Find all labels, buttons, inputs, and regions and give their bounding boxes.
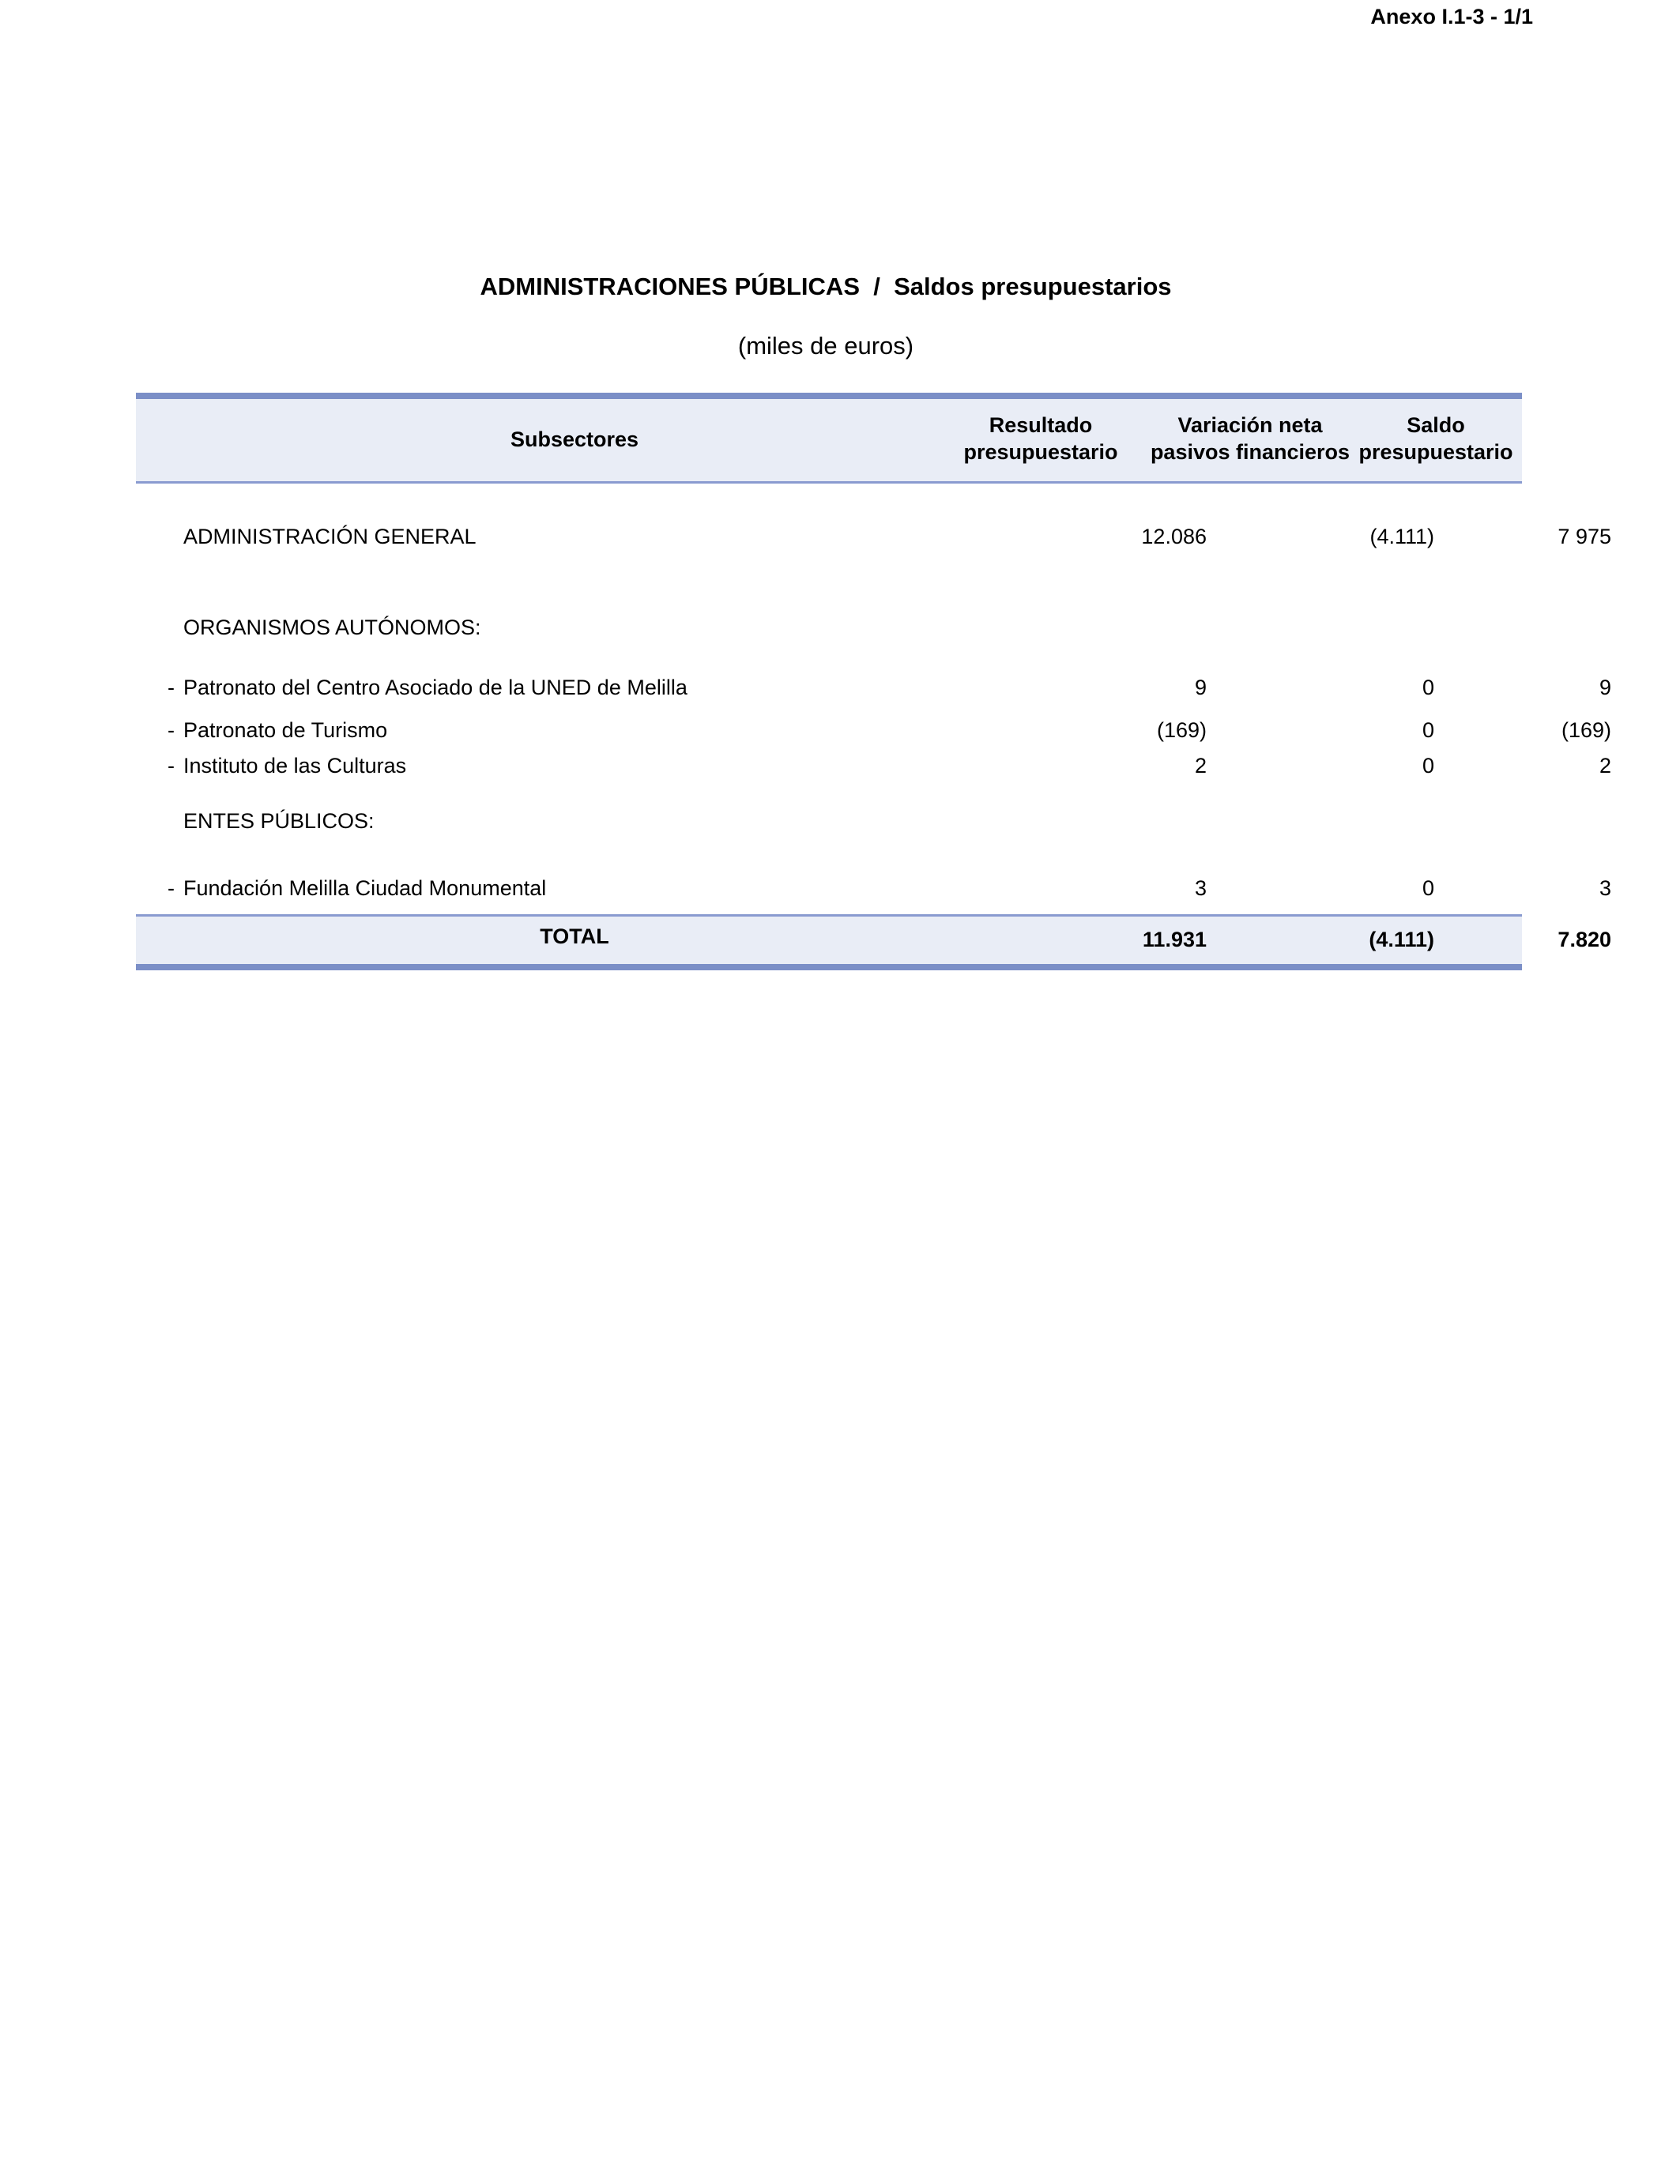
total-label: TOTAL <box>540 924 609 948</box>
total-resultado: 11.931 <box>1142 928 1207 951</box>
row-variacion: 0 <box>1422 876 1434 900</box>
row-label: Instituto de las Culturas <box>183 754 407 778</box>
row-variacion: (4.111) <box>1369 525 1434 548</box>
total-saldo: 7.820 <box>1558 928 1611 951</box>
row-bullet: - <box>168 718 175 742</box>
row-saldo: (169) <box>1561 718 1611 742</box>
row-resultado: 2 <box>1194 754 1207 778</box>
row-saldo: 9 <box>1599 676 1611 699</box>
table-top-border <box>136 393 1522 399</box>
row-saldo: 7 975 <box>1558 525 1611 548</box>
row-saldo: 3 <box>1599 876 1611 900</box>
total-variacion: (4.111) <box>1369 928 1434 951</box>
row-label: Patronato de Turismo <box>183 718 388 742</box>
row-variacion: 0 <box>1422 718 1434 742</box>
header-divider <box>136 481 1522 484</box>
row-resultado: 3 <box>1194 876 1207 900</box>
section-label: ENTES PÚBLICOS: <box>183 809 375 833</box>
row-resultado: 9 <box>1194 676 1207 699</box>
row-bullet: - <box>168 876 175 900</box>
row-resultado: (169) <box>1156 718 1207 742</box>
row-label: Patronato del Centro Asociado de la UNED de Melilla <box>183 676 687 699</box>
row-saldo: 2 <box>1599 754 1611 778</box>
row-variacion: 0 <box>1422 676 1434 699</box>
header-variacion: Variación neta pasivos financieros <box>1150 413 1350 464</box>
row-label: Fundación Melilla Ciudad Monumental <box>183 876 547 900</box>
table-bottom-border <box>136 964 1522 970</box>
section-label: ORGANISMOS AUTÓNOMOS: <box>183 616 481 639</box>
table-header <box>136 399 1522 481</box>
header-saldo: Saldo presupuestario <box>1358 413 1513 464</box>
total-row <box>136 917 1611 964</box>
annex-reference: Anexo I.1-3 - 1/1 <box>1370 5 1533 28</box>
row-variacion: 0 <box>1422 754 1434 778</box>
header-subsectores: Subsectores <box>510 427 639 451</box>
page-title: ADMINISTRACIONES PÚBLICAS / Saldos presupuestarios <box>480 273 1172 300</box>
row-resultado: 12.086 <box>1141 525 1207 548</box>
row-bullet: - <box>168 754 175 778</box>
page-subtitle: (miles de euros) <box>737 332 914 360</box>
row-label: ADMINISTRACIÓN GENERAL <box>183 525 477 548</box>
header-resultado: Resultado presupuestario <box>963 413 1118 464</box>
row-bullet: - <box>168 676 175 699</box>
